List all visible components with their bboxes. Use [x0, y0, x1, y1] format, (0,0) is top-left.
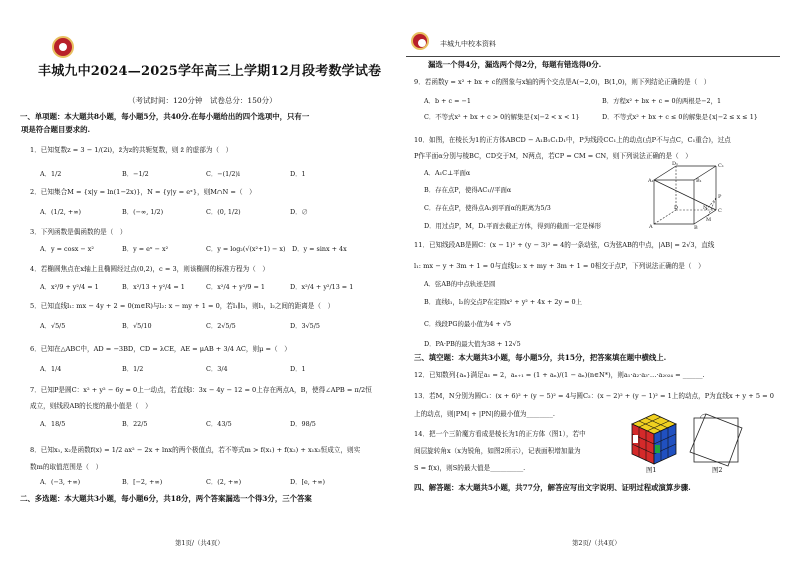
q10-option-b: B．存在点P，使得AC₁//平面α: [424, 186, 512, 194]
q5-option-c: C．2√5/5: [206, 322, 236, 330]
q9-option-d: D．不等式x² + bx + c ≤ 0的解集是{x|−2 ≤ x ≤ 1}: [602, 113, 758, 121]
q1-option-c: C．−(1/2)i: [206, 170, 240, 178]
exam-title: 丰城九中2024—2025学年高三上学期12月段考数学试卷: [38, 64, 382, 79]
q4-option-d: D．x²/4 + y²/13 = 1: [290, 283, 354, 291]
cube-edge-bc: [694, 210, 716, 224]
cube-edges: [654, 166, 716, 224]
q6-option-c: C．3/4: [206, 365, 228, 373]
q7-option-a: A．18/5: [40, 420, 66, 428]
cube-edge-a1d1: [654, 166, 676, 180]
question-8-line1: 8．已知x₁, x₂是函数f(x) = 1/2 ax² − 2x + lnx的两个极值点，若不等式m > f(x₁) + f(x₂) + x₁x₂恒成立，则实: [30, 446, 361, 454]
plane-edge-np: [706, 198, 716, 210]
question-1: 1．已知复数z = 3 − 1/(2i)，z̄为z的共轭复数，则 z̄ 的虚部为（ ）: [30, 146, 233, 154]
label-n: N: [703, 205, 708, 211]
question-9: 9．若函数y = x² + bx + c的图象与x轴的两个交点是A(−2,0)，B(1,0)，则下列结论正确的是（ ）: [414, 78, 711, 86]
q2-option-a: A．(1/2, +∞): [40, 208, 82, 216]
q4-option-c: C．x²/4 + y²/9 = 1: [206, 283, 265, 291]
left-page-footer: 第1页/（共4页）: [175, 539, 224, 547]
q1-option-d: D．1: [290, 170, 306, 178]
q11-option-a: A．弦AB的中点轨迹是圆: [424, 280, 496, 288]
school-logo-icon: [52, 36, 74, 58]
question-6: 6．已知在△ABC中，AD = −3BD，CD = λCE，AE = μAB + 3/4 AC，则μ =（ ）: [30, 345, 291, 353]
figure-1-label: 图1: [646, 466, 657, 474]
label-b1: B₁: [696, 178, 702, 184]
question-14-line1: 14．把一个三阶魔方看成是棱长为1的正方体（图1），若中: [414, 430, 586, 438]
figure-2-label: 图2: [712, 466, 723, 474]
label-a1: A₁: [648, 178, 654, 184]
q5-option-b: B．√5/10: [122, 322, 152, 330]
q2-option-d: D．∅: [290, 208, 308, 216]
q11-option-d: D．PA·PB的最大值为38 + 12√5: [424, 340, 521, 348]
exam-info: （考试时间：120分钟 试卷总分：150分）: [128, 96, 277, 105]
section2-continued: 漏选一个得4分，漏选两个得2分，每题有错选得0分.: [428, 60, 602, 69]
q9-option-c: C．不等式x² + bx + c > 0的解集是{x|−2 < x < 1}: [424, 113, 580, 121]
label-d1: D₁: [672, 161, 679, 167]
q8-option-b: B．[−2, +∞): [122, 478, 163, 486]
question-11-line1: 11．已知线段AB是圆C：(x − 1)² + (y − 3)² = 4的一条动弦，G为弦AB的中点，|AB| = 2√3，直线: [414, 241, 715, 249]
rotated-square-figure: [686, 412, 746, 468]
label-m: M: [706, 217, 712, 223]
q8-option-c: C．(2, +∞): [206, 478, 242, 486]
q6-option-a: A．1/4: [40, 365, 62, 373]
q6-option-d: D．1: [290, 365, 306, 373]
q8-option-a: A．(−3, +∞): [40, 478, 81, 486]
q6-option-b: B．1/2: [122, 365, 144, 373]
rubiks-green-sticker: [655, 445, 660, 453]
section3-heading: 三、填空题：本大题共3小题，每小题5分，共15分，把答案填在题中横线上.: [414, 353, 667, 362]
rubiks-white-sticker: [633, 435, 638, 443]
label-b: B: [694, 225, 698, 230]
q7-option-b: B．22/5: [122, 420, 148, 428]
q8-option-d: D．[e, +∞): [290, 478, 326, 486]
q1-option-a: A．1/2: [40, 170, 62, 178]
q4-option-a: A．x²/9 + y²/4 = 1: [40, 283, 99, 291]
question-5: 5．已知直线l₁: mx − 4y + 2 = 0(m∈R)与l₂: x − my + 1 = 0，若l₁∥l₂，则l₁，l₂之间的距离是（ ）: [30, 302, 335, 310]
question-4: 4．若椭圆焦点在x轴上且椭圆经过点(0,2)，c = 3，则该椭圆的标准方程为（ ）: [30, 265, 269, 273]
right-page-footer: 第2页/（共4页）: [572, 539, 621, 547]
q5-option-a: A．√5/5: [40, 322, 66, 330]
school-logo-small-icon: [411, 32, 429, 50]
q10-option-c: C．存在点P，使得点A₁到平面α的距离为5/3: [424, 204, 551, 212]
section2-heading: 二、多选题：本大题共3小题，每小题6分，共18分，两个答案漏选一个得3分，三个答案: [20, 494, 312, 503]
q9-option-a: A．b + c = −1: [424, 97, 471, 105]
q10-option-a: A．A₁C⊥平面α: [424, 169, 471, 177]
cube-figure: [648, 160, 724, 230]
q3-option-c: C．y = log₂(√(x²+1) − x): [206, 245, 286, 253]
q2-option-c: C．(0, 1/2): [206, 208, 241, 216]
q1-option-b: B．−1/2: [122, 170, 149, 178]
label-c: C: [718, 208, 722, 214]
section1-heading: [20, 110, 375, 136]
question-10-line2: P作平面α分别与棱BC，CD交于M，N两点，若CP = CM = CN，则下列说法正确的是（ ）: [414, 152, 692, 160]
right-page-header: 丰城九中校本资料: [440, 40, 496, 48]
q3-option-a: A．y = cosx − x²: [40, 245, 94, 253]
label-d: D: [674, 205, 679, 211]
question-14-line3: S = f(x)，则S的最大值是__________.: [414, 464, 526, 472]
section1-line1: 一、单项题：本大题共8小题，每小题5分，共40分.在每小题给出的四个选项中，只有一: [20, 112, 310, 121]
question-2: 2．已知集合M = {x|y = ln(1−2x)}，N = {y|y = eˣ}，则M∩N =（ ）: [30, 188, 256, 196]
q9-option-b: B．方程x² + bx + c = 0的两根是−2，1: [602, 97, 722, 105]
q10-option-d: D．用过点P，M，D₁平面去截正方体，得到的截面一定是梯形: [424, 222, 602, 230]
question-13-line2: 上的动点，则|PM| + |PN|的最小值为________.: [414, 410, 555, 418]
q2-option-b: B．(−∞, 1/2): [122, 208, 164, 216]
q3-option-d: D．y = sinx + 4x: [292, 245, 347, 253]
label-a: A: [649, 224, 653, 230]
cube-front-face: [654, 180, 694, 224]
q7-option-c: C．43/5: [206, 420, 232, 428]
question-11-line2: l₁: mx − y + 3m + 1 = 0与直线l₂: x + my + 3m + 1 = 0相交于点P，下列说法正确的是（ ）: [414, 262, 705, 270]
label-c1: C₁: [718, 163, 724, 169]
question-7-line1: 7．已知P是圆C：x² + y² − 6y = 0上一动点，若直线l：3x − 4y − 12 = 0上存在两点A，B，使得∠APB = π/2恒: [30, 386, 372, 394]
question-3: 3．下列函数是偶函数的是（ ）: [30, 228, 127, 236]
question-8-line2: 数m的取值范围是（ ）: [30, 463, 103, 471]
section1-line2: 项是符合题目要求的.: [21, 125, 91, 134]
q5-option-d: D．3√5/5: [290, 322, 320, 330]
cube-hidden-edge-ad: [654, 210, 676, 224]
q3-option-b: B．y = eˣ − x²: [122, 245, 169, 253]
header-divider: [406, 56, 780, 57]
question-10-line1: 10．如图，在棱长为1的正方体ABCD − A₁B₁C₁D₁中，P为线段CC₁上的动点(点P不与点C，C₁重合)，过点: [414, 136, 731, 144]
rotated-square: [690, 414, 742, 466]
question-14-line2: 间层旋转角x（x为锐角，如图2所示），记表面积增加量为: [414, 447, 581, 455]
q11-option-c: C．线段PG的最小值为4 + √5: [424, 320, 512, 328]
question-12: 12．已知数列{aₙ}满足a₁ = 2，aₙ₊₁ = (1 + aₙ)/(1 − aₙ)(n∈N*)，则a₁·a₂·a₃·…·a₂₀₂₄ = ______.: [414, 371, 705, 379]
q11-option-b: B．直线l₁，l₂的交点P在定圆x² + y² + 4x + 2y = 0上: [424, 298, 582, 306]
rubiks-cube-figure: [628, 410, 680, 468]
q7-option-d: D．98/5: [290, 420, 316, 428]
outer-square: [694, 418, 738, 462]
q4-option-b: B．x²/13 + y²/4 = 1: [122, 283, 185, 291]
question-13-line1: 13．若M，N分别为圆C₁：(x + 6)² + (y − 5)² = 4与圆C₂：(x − 2)² + (y − 1)² = 1上的动点，P为直线x + y + 5 = 0: [414, 392, 774, 400]
label-p: P: [718, 194, 722, 200]
section4-heading: 四、解答题：本大题共5小题，共77分，解答应写出文字说明、证明过程或演算步骤.: [414, 483, 691, 492]
question-7-line2: 成立，则线段AB的长度的最小值是（ ）: [30, 402, 152, 410]
